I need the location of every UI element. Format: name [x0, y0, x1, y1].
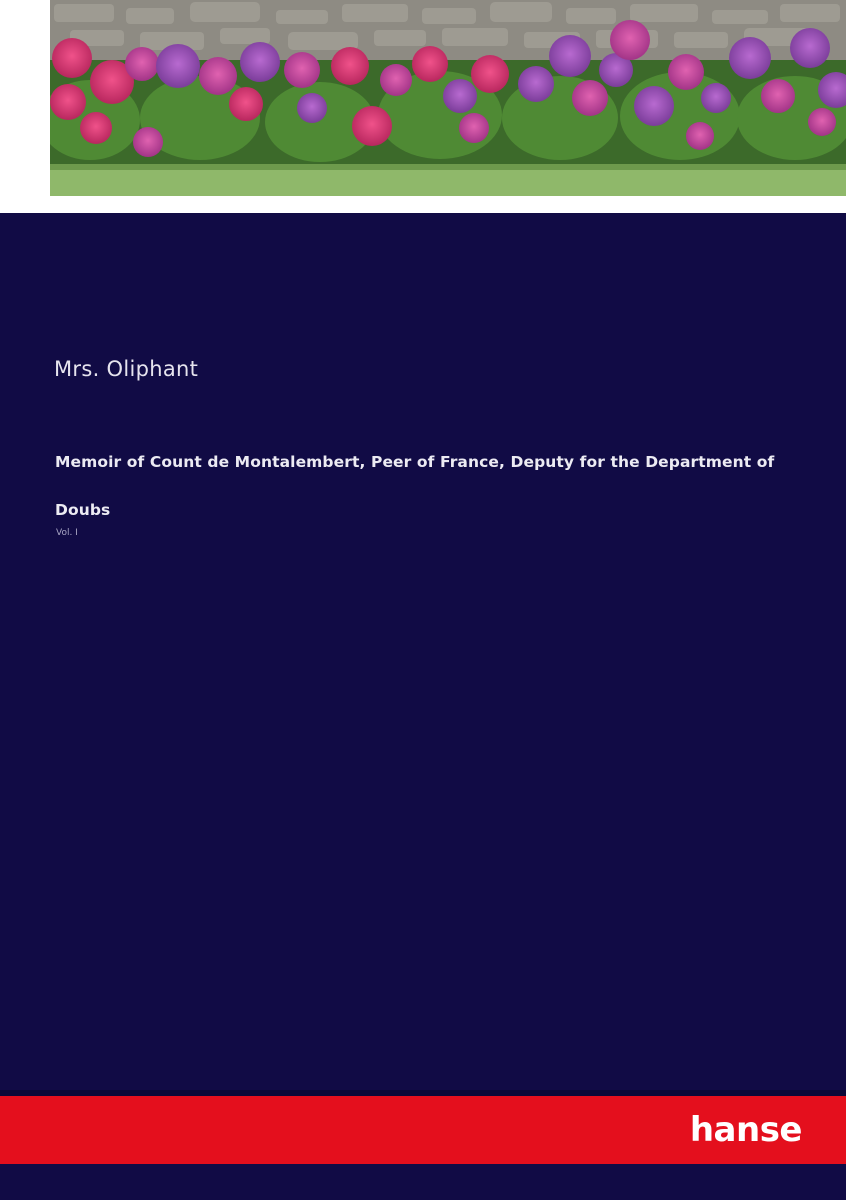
volume-label: Vol. I: [56, 528, 78, 538]
cover-photo: [50, 0, 846, 196]
book-title: Memoir of Count de Montalembert, Peer of France, Deputy for the Department of Doubs: [55, 453, 775, 519]
author-name: Mrs. Oliphant: [54, 357, 199, 381]
publisher-logo: hanse: [689, 1110, 802, 1150]
